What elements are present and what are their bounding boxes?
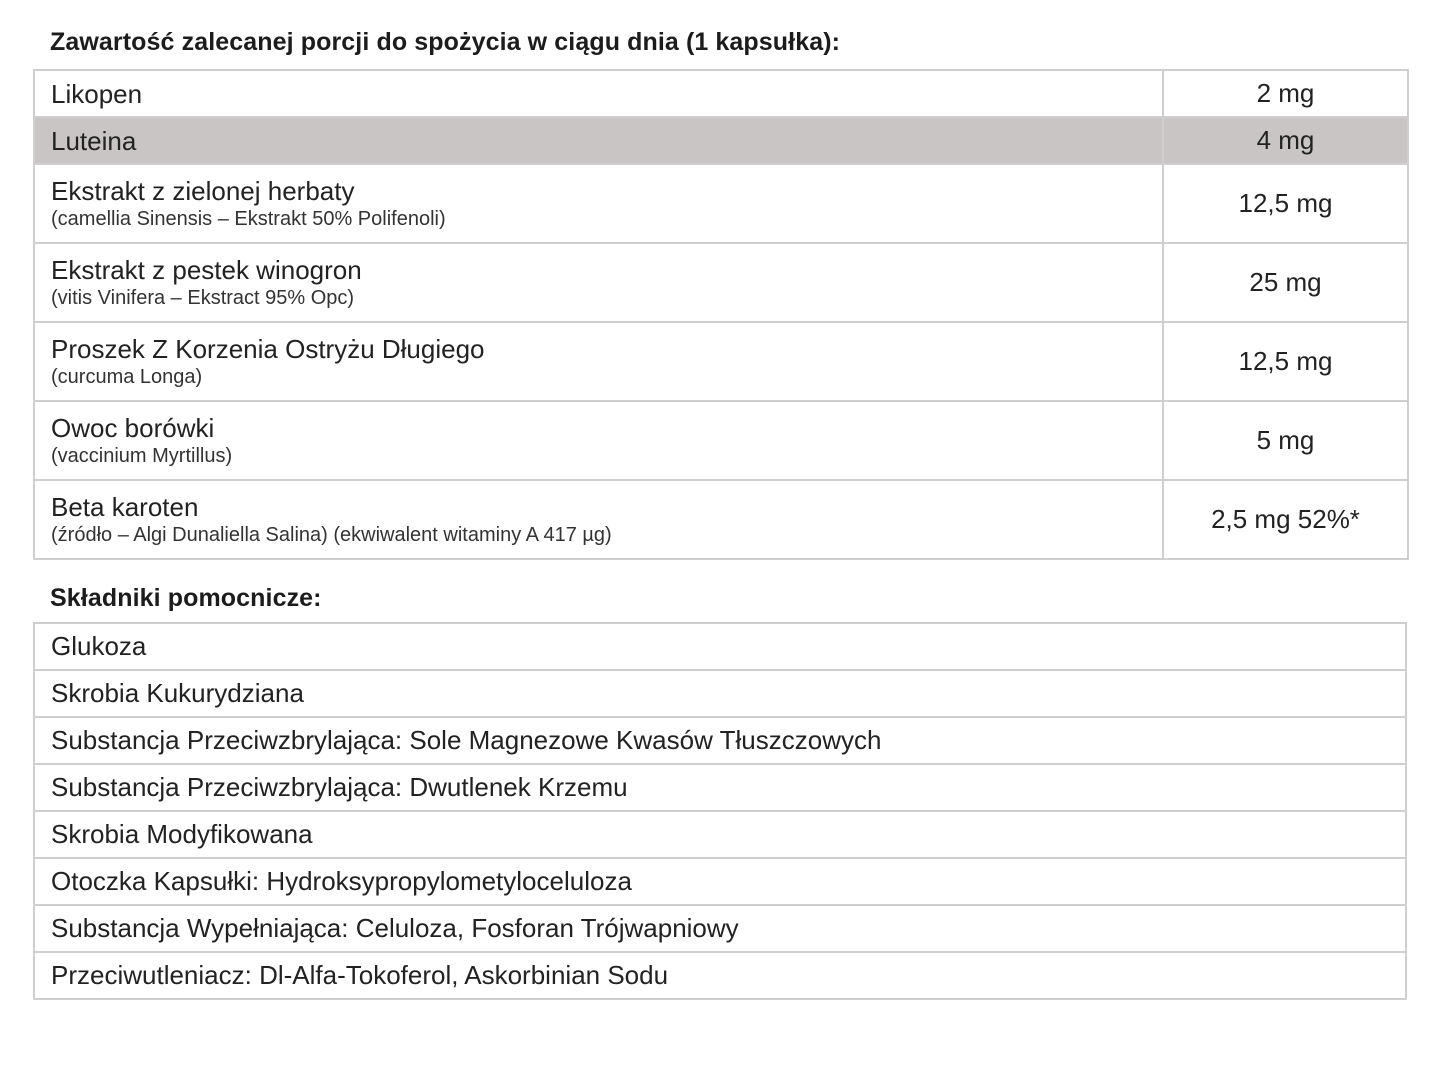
auxiliary-item: Substancja Przeciwzbrylająca: Sole Magnezowe Kwasów Tłuszczowych: [34, 717, 1406, 764]
auxiliary-item: Skrobia Kukurydziana: [34, 670, 1406, 717]
nutrient-name-cell: [34, 117, 1163, 164]
nutrient-name-cell: [34, 164, 1163, 243]
nutrient-value: 12,5 mg: [1163, 322, 1408, 401]
nutrient-value: 12,5 mg: [1163, 164, 1408, 243]
auxiliary-item: Przeciwutleniacz: Dl-Alfa-Tokoferol, Askorbinian Sodu: [34, 952, 1406, 999]
auxiliary-row: [34, 670, 1406, 717]
auxiliary-row: [34, 811, 1406, 858]
nutrients-section-title: Zawartość zalecanej porcji do spożycia w ciągu dnia (1 kapsułka):: [50, 28, 841, 56]
auxiliary-row: [34, 905, 1406, 952]
auxiliary-section-title: Składniki pomocnicze:: [50, 584, 322, 612]
auxiliary-row: [34, 858, 1406, 905]
nutrient-name-cell: [34, 70, 1163, 117]
auxiliary-row: [34, 717, 1406, 764]
nutrient-value: 5 mg: [1163, 401, 1408, 480]
auxiliary-row: [34, 764, 1406, 811]
nutrient-name: Ekstrakt z pestek winogron: [51, 254, 362, 285]
nutrient-name: Beta karoten: [51, 491, 199, 522]
nutrient-row-curcuma: [34, 322, 1408, 401]
auxiliary-item: Glukoza: [34, 623, 1406, 670]
nutrient-value: 2 mg: [1163, 70, 1408, 117]
nutrient-row-grape-seed: [34, 243, 1408, 322]
nutrient-name: Ekstrakt z zielonej herbaty: [51, 175, 355, 206]
nutrient-detail: (vitis Vinifera – Ekstract 95% Opc): [51, 286, 355, 309]
nutrient-detail: (camellia Sinensis – Ekstrakt 50% Polifenoli): [51, 207, 446, 230]
nutrient-table: [33, 69, 1409, 560]
nutrient-name: Owoc borówki: [51, 412, 215, 443]
nutrient-name: Luteina: [51, 125, 137, 156]
nutrient-detail: (curcuma Longa): [51, 365, 203, 388]
nutrient-name-cell: [34, 401, 1163, 480]
nutrient-detail: (vaccinium Myrtillus): [51, 444, 233, 467]
nutrient-name-cell: [34, 480, 1163, 559]
nutrient-detail: (źródło – Algi Dunaliella Salina) (ekwiwalent witaminy A 417 µg): [51, 523, 612, 546]
auxiliary-item: Otoczka Kapsułki: Hydroksypropylometyloceluloza: [34, 858, 1406, 905]
auxiliary-table: [33, 622, 1407, 1000]
nutrient-row-likopen: [34, 70, 1408, 117]
nutrient-value: 25 mg: [1163, 243, 1408, 322]
auxiliary-row: [34, 623, 1406, 670]
nutrient-value: 4 mg: [1163, 117, 1408, 164]
nutrient-row-beta-carotene: [34, 480, 1408, 559]
auxiliary-row: [34, 952, 1406, 999]
nutrient-name: Likopen: [51, 78, 143, 109]
auxiliary-item: Substancja Wypełniająca: Celuloza, Fosforan Trójwapniowy: [34, 905, 1406, 952]
nutrient-name-cell: [34, 322, 1163, 401]
nutrient-value: 2,5 mg 52%*: [1163, 480, 1408, 559]
nutrient-name: Proszek Z Korzenia Ostryżu Długiego: [51, 333, 485, 364]
nutrient-name-cell: [34, 243, 1163, 322]
auxiliary-item: Substancja Przeciwzbrylająca: Dwutlenek Krzemu: [34, 764, 1406, 811]
auxiliary-item: Skrobia Modyfikowana: [34, 811, 1406, 858]
nutrient-row-green-tea: [34, 164, 1408, 243]
nutrient-row-bilberry: [34, 401, 1408, 480]
nutrient-row-luteina: [34, 117, 1408, 164]
